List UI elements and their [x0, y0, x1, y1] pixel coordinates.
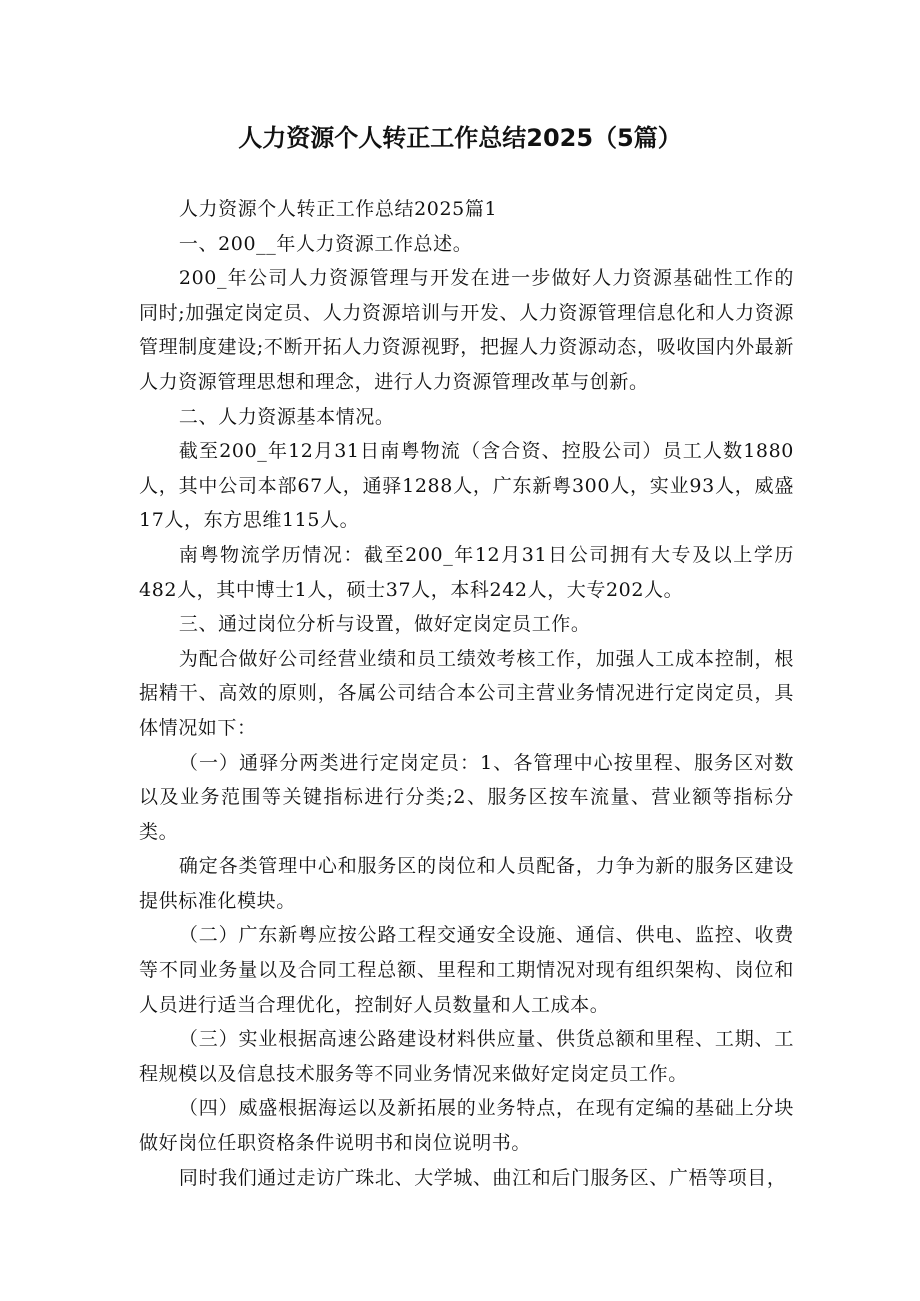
section-heading-part-1: 人力资源个人转正工作总结2025篇1: [178, 198, 498, 220]
paragraph-visits: 同时我们通过走访广珠北、大学城、曲江和后门服务区、广梧等项目，: [178, 1166, 787, 1189]
paragraph-item-4: （四）威盛根据海运以及新拓展的业务特点，在现有定编的基础上分块做好岗位任职资格条件说明书和岗位说明书。: [139, 1097, 794, 1155]
paragraph-staffing-intro: 为配合做好公司经营业绩和员工绩效考核工作，加强人工成本控制，根据精干、高效的原则，各属公司结合本公司主营业务情况进行定岗定员，具体情况如下：: [139, 647, 794, 739]
heading-position-analysis: 三、通过岗位分析与设置，做好定岗定员工作。: [178, 613, 591, 636]
paragraph-headcount: 截至200_年12月31日南粤物流（含合资、控股公司）员工人数1880人，其中公司本部67人，通驿1288人，广东新粤300人，实业93人，威盛17人，东方思维115人。: [139, 440, 794, 532]
paragraph-item-2: （二）广东新粤应按公路工程交通安全设施、通信、供电、监控、收费等不同业务量以及合同工程总额、里程和工期情况对现有组织架构、岗位和人员进行适当合理优化，控制好人员数量和人工成本。: [139, 924, 794, 1016]
document-body: [139, 192, 794, 1195]
paragraph-overview: 200_年公司人力资源管理与开发在进一步做好人力资源基础性工作的同时;加强定岗定员、人力资源培训与开发、人力资源管理信息化和人力资源管理制度建设;不断开拓人力资源视野，把握人力资源动态，吸收国内外最新人力资源管理思想和理念，进行人力资源管理改革与创新。: [139, 267, 794, 393]
heading-basic-situation: 二、人力资源基本情况。: [178, 405, 395, 428]
paragraph-item-1: （一）通驿分两类进行定岗定员：1、各管理中心按里程、服务区对数以及业务范围等关键指标进行分类;2、服务区按车流量、营业额等指标分类。: [139, 751, 794, 843]
paragraph-service-area: 确定各类管理中心和服务区的岗位和人员配备，力争为新的服务区建设提供标准化模块。: [139, 855, 794, 912]
document-title: 人力资源个人转正工作总结2025（5篇）: [238, 124, 682, 152]
paragraph-item-3: （三）实业根据高速公路建设材料供应量、供货总额和里程、工期、工程规模以及信息技术服务等不同业务情况来做好定岗定员工作。: [139, 1028, 794, 1085]
heading-overview: 一、200__年人力资源工作总述。: [178, 232, 473, 255]
paragraph-education: 南粤物流学历情况：截至200_年12月31日公司拥有大专及以上学历482人，其中博士1人，硕士37人，本科242人，大专202人。: [139, 543, 794, 601]
